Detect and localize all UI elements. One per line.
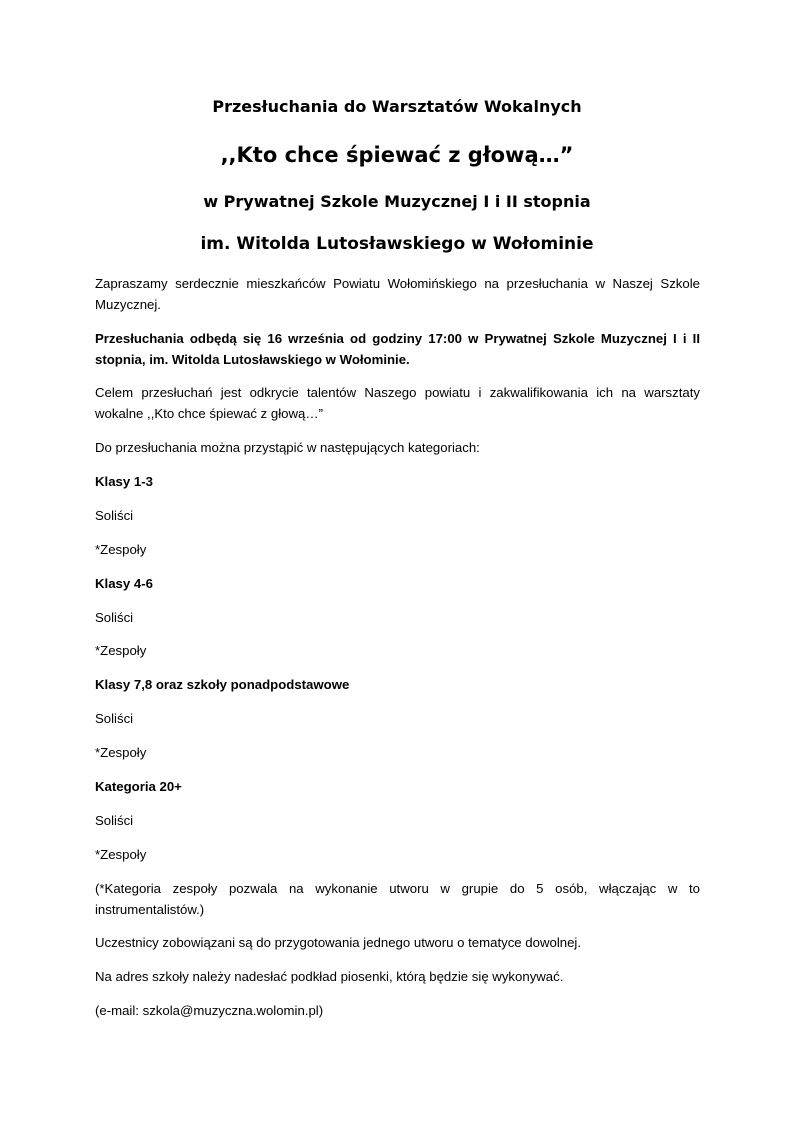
category-soloists: Soliści (95, 610, 134, 625)
email-line: (e-mail: szkola@muzyczna.wolomin.pl) (95, 1003, 324, 1018)
goal-paragraph: Celem przesłuchań jest odkrycie talentów Naszego powiatu i zakwalifikowania ich na warsztaty wokalne ,,Kto chce śpiewać z głową…” (95, 385, 700, 421)
category-heading: Kategoria 20+ (95, 779, 182, 794)
category-heading: Klasy 7,8 oraz szkoły ponadpodstawowe (95, 677, 350, 692)
category-heading: Klasy 4-6 (95, 576, 153, 591)
category-soloists: Soliści (95, 813, 134, 828)
category-groups: *Zespoły (95, 643, 147, 658)
send-track-paragraph: Na adres szkoły należy nadesłać podkład piosenki, którą będzie się wykonywać. (95, 969, 564, 984)
title-line-1: Przesłuchania do Warsztatów Wokalnych (212, 97, 582, 116)
invite-paragraph: Zapraszamy serdecznie mieszkańców Powiatu Wołomińskiego na przesłuchania w Naszej Szkole Muzycznej. (95, 276, 700, 312)
category-groups: *Zespoły (95, 542, 147, 557)
category-groups: *Zespoły (95, 847, 147, 862)
group-note-paragraph: (*Kategoria zespoły pozwala na wykonanie utworu w grupie do 5 osób, włączając w to instrumentalistów.) (95, 881, 700, 917)
title-line-4: im. Witolda Lutosławskiego w Wołominie (200, 234, 594, 254)
category-soloists: Soliści (95, 711, 134, 726)
title-line-3: w Prywatnej Szkole Muzycznej I i II stopnia (203, 192, 591, 211)
category-soloists: Soliści (95, 508, 134, 523)
category-heading: Klasy 1-3 (95, 474, 153, 489)
title-line-2: ,,Kto chce śpiewać z głową…” (220, 143, 574, 167)
date-info-paragraph: Przesłuchania odbędą się 16 września od godziny 17:00 w Prywatnej Szkole Muzycznej I i II stopnia, im. Witolda Lutosławskiego w Wołominie. (95, 331, 700, 367)
categories-intro: Do przesłuchania można przystąpić w następujących kategoriach: (95, 440, 480, 455)
obligation-paragraph: Uczestnicy zobowiązani są do przygotowania jednego utworu o tematyce dowolnej. (95, 935, 582, 950)
category-groups: *Zespoły (95, 745, 147, 760)
